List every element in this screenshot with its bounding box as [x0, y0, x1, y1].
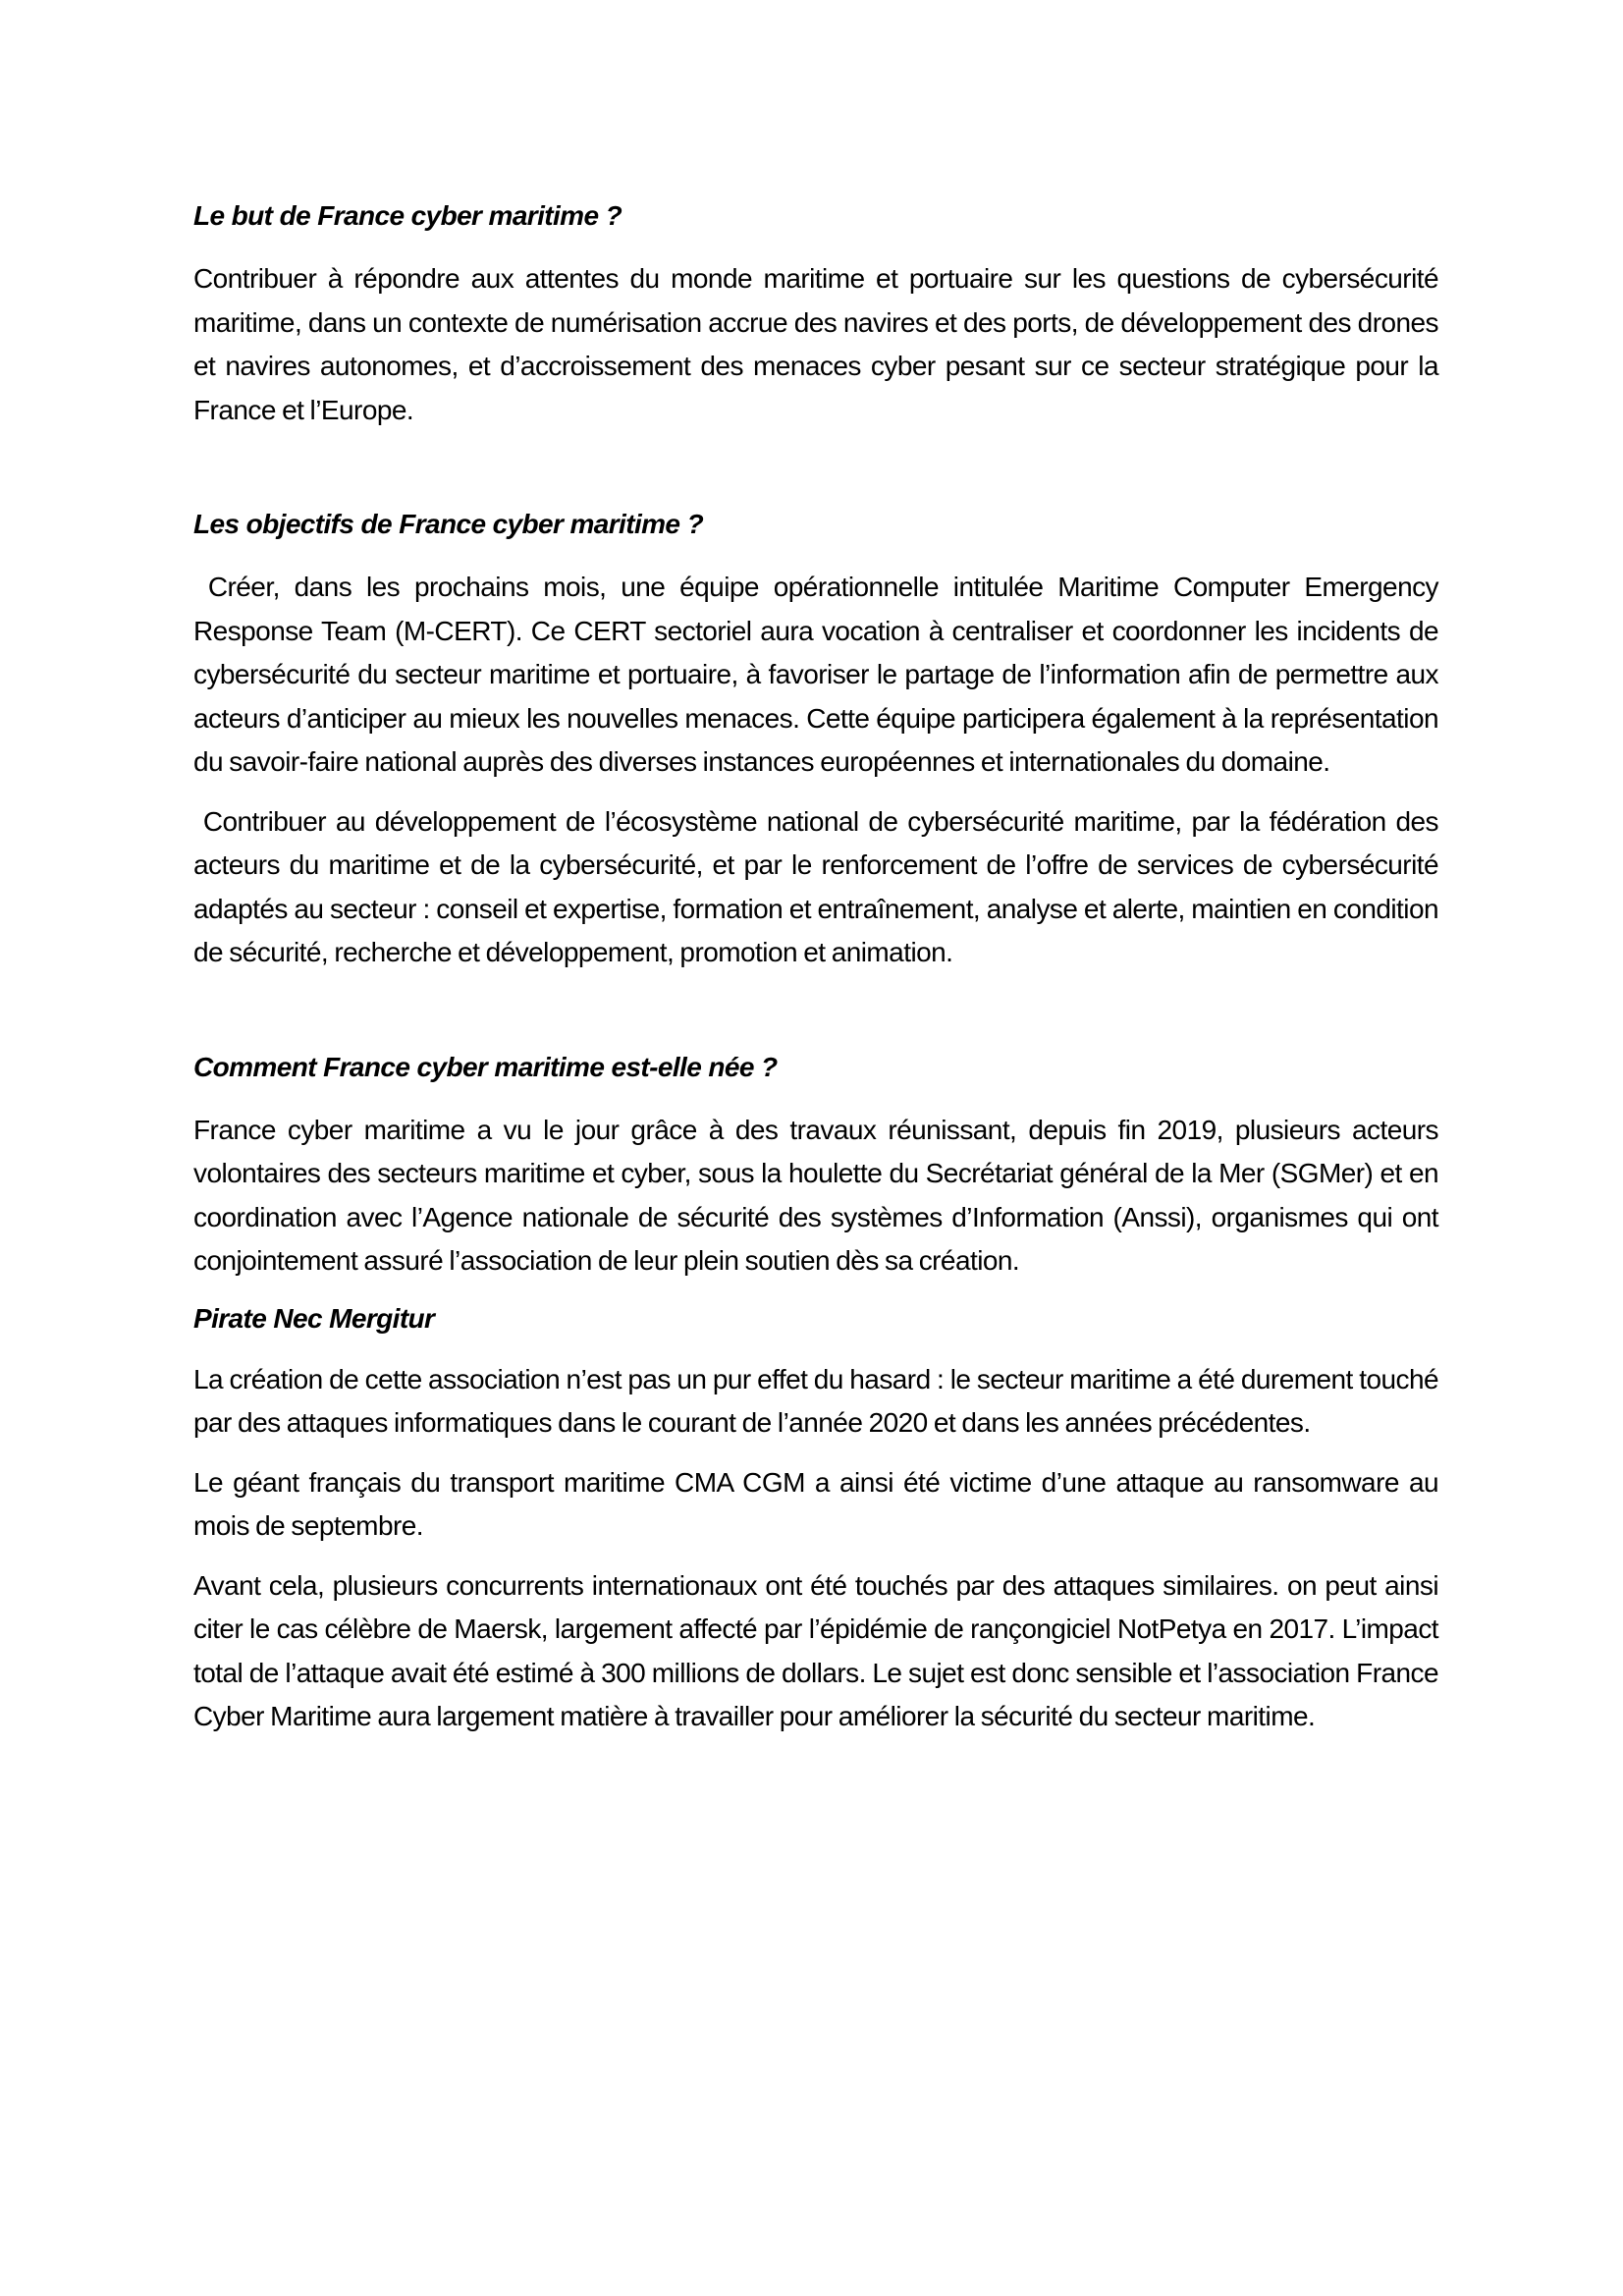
section-heading-purpose: Le but de France cyber maritime ? — [193, 200, 622, 231]
section-objectives — [193, 503, 1438, 975]
section-origin — [193, 1046, 1438, 1284]
section-purpose — [193, 194, 1438, 432]
paragraph-context: La création de cette association n’est pas un pur effet du hasard : le secteur maritime a été durement touché par des attaques informatiques dans le courant de l’année 2020 et dans les années précédentes. — [193, 1363, 1438, 1438]
paragraph-cma-cgm: Le géant français du transport maritime CMA CGM a ainsi été victime d’une attaque au ransomware au mois de septembre. — [193, 1466, 1438, 1541]
section-pirate-nec-mergitur — [193, 1297, 1438, 1739]
section-heading-pirate-nec-mergitur: Pirate Nec Mergitur — [193, 1302, 435, 1334]
section-heading-objectives: Les objectifs de France cyber maritime ? — [193, 509, 704, 539]
paragraph-maersk: Avant cela, plusieurs concurrents internationaux ont été touchés par des attaques similaires. on peut ainsi citer le cas célèbre de Maersk, largement affecté par l’épidémie de rançongiciel NotPetya en 2017. L’impact total de l’attaque avait été estimé à 300 millions de dollars. Le sujet est donc sensible et l’association France Cyber Maritime aura largement matière à travailler pour améliorer la sécurité du secteur maritime. — [193, 1569, 1438, 1731]
paragraph-objective-ecosystem: Contribuer au développement de l’écosystème national de cybersécurité maritime, par la fédération des acteurs du maritime et de la cybersécurité, et par le renforcement de l’offre de services de cybersécurité adaptés au secteur : conseil et expertise, formation et entraînement, analyse et alerte, maintien en condition de sécurité, recherche et développement, promotion et animation. — [193, 805, 1438, 967]
paragraph-objective-mcert: Créer, dans les prochains mois, une équipe opérationnelle intitulée Maritime Computer Emergency Response Team (M-CERT). Ce CERT sectoriel aura vocation à centraliser et coordonner les incidents de cybersécurité du secteur maritime et portuaire, à favoriser le partage de l’information afin de permettre aux acteurs d’anticiper au mieux les nouvelles menaces. Cette équipe participera également à la représentation du savoir-faire national auprès des diverses instances européennes et internationales du domaine. — [193, 572, 1439, 777]
document-page — [193, 194, 1438, 1739]
paragraph-origin: France cyber maritime a vu le jour grâce à des travaux réunissant, depuis fin 2019, plusieurs acteurs volontaires des secteurs maritime et cyber, sous la houlette du Secrétariat général de la Mer (SGMer) et en coordination avec l’Agence nationale de sécurité des systèmes d’Information (Anssi), organismes qui ont conjointement assuré l’association de leur plein soutien dès sa création. — [193, 1114, 1438, 1276]
paragraph-purpose: Contribuer à répondre aux attentes du monde maritime et portuaire sur les questions de cybersécurité maritime, dans un contexte de numérisation accrue des navires et des ports, de développement des drones et navires autonomes, et d’accroissement des menaces cyber pesant sur ce secteur stratégique pour la France et l’Europe. — [193, 263, 1438, 425]
section-heading-origin: Comment France cyber maritime est-elle née ? — [193, 1051, 778, 1082]
